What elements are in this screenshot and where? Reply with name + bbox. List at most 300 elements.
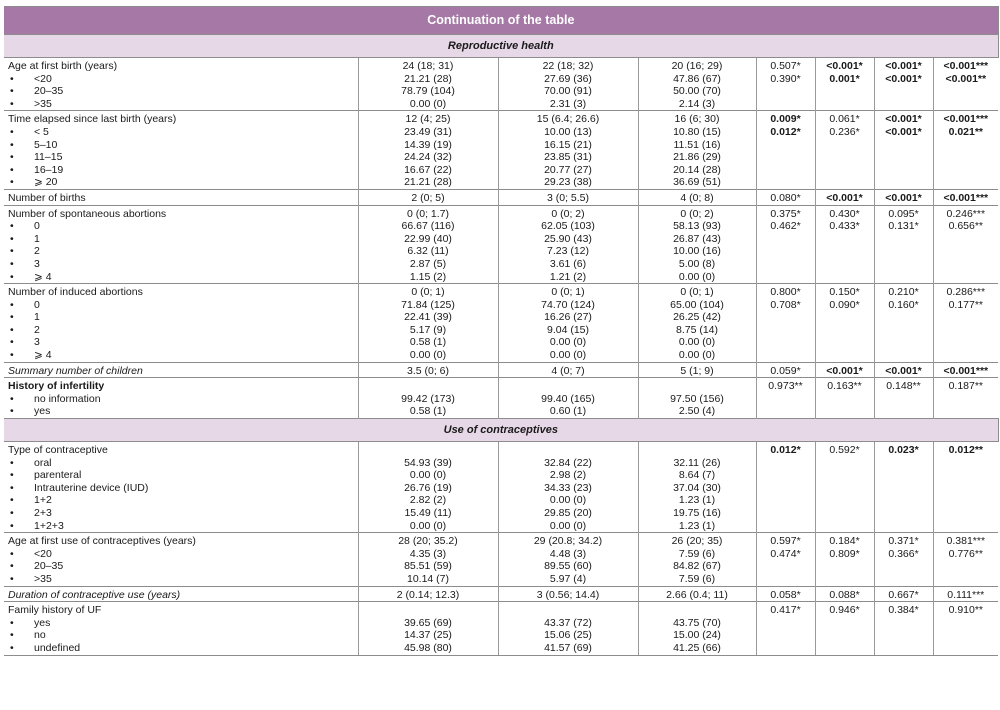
value-cell-3-line: 0 (0; 2)	[680, 207, 714, 220]
value-cell-2-line: 15 (6.4; 26.6)	[536, 113, 600, 126]
p-value-cell-2-line: 0.592*	[829, 444, 860, 457]
value-cell-3	[638, 205, 756, 284]
value-cell-2-line: 25.90 (43)	[544, 232, 592, 245]
value-cell-2-line: 70.00 (91)	[544, 85, 592, 98]
p-value-cell-3-line: 0.148**	[886, 380, 921, 393]
value-cell-1	[358, 58, 498, 111]
category-label	[8, 560, 354, 573]
category-label	[8, 617, 354, 630]
table-body	[4, 7, 998, 656]
value-cell-3-line: 8.75 (14)	[675, 323, 719, 336]
value-cell-2-line: 43.37 (72)	[544, 616, 592, 629]
p-value-cell-1-line: 0.080*	[770, 191, 801, 204]
p-value-cell-3-line: <0.001*	[885, 125, 922, 138]
value-cell-3-line: 21.86 (29)	[673, 151, 721, 164]
p-value-cell-1	[756, 378, 815, 419]
bullet: •	[10, 629, 14, 642]
value-cell-1-line: 54.93 (39)	[404, 456, 452, 469]
value-cell-1-line: 2 (0; 5)	[411, 191, 445, 204]
p-value-cell-4	[933, 533, 998, 586]
p-value-cell-1	[756, 189, 815, 205]
value-cell-3-line: 15.00 (24)	[673, 629, 721, 642]
value-cell-2-line: 3 (0.56; 14.4)	[536, 588, 600, 601]
value-cell-1-line	[363, 380, 494, 393]
p-value-cell-2	[815, 533, 874, 586]
value-cell-3-line: 5.00 (8)	[678, 257, 716, 270]
category-label	[8, 126, 354, 139]
p-value-cell-2-line: <0.001*	[826, 60, 863, 72]
variable-label-cell	[4, 362, 358, 378]
variable-label: History of infertility	[8, 380, 105, 393]
p-value-cell-2-line: 0.090*	[829, 298, 860, 311]
category-text: yes	[34, 405, 51, 418]
category-text: >35	[34, 97, 52, 110]
p-value-cell-1	[756, 586, 815, 602]
category-label	[8, 220, 354, 233]
value-cell-2	[498, 378, 638, 419]
value-cell-1-line: 1.15 (2)	[409, 270, 447, 283]
category-text: 16–19	[34, 163, 64, 176]
p-value-cell-4-line: 0.286***	[946, 286, 986, 299]
variable-label-cell	[4, 189, 358, 205]
value-cell-2-line	[503, 604, 634, 617]
value-cell-1-line: 15.49 (11)	[404, 507, 452, 519]
variable-label-cell	[4, 284, 358, 363]
p-value-cell-1	[756, 58, 815, 111]
p-value-cell-1-line: 0.507*	[770, 60, 801, 72]
category-text: <20	[34, 72, 52, 85]
value-cell-3-line: 26.25 (42)	[673, 311, 721, 324]
p-value-cell-2-line: <0.001*	[826, 191, 863, 204]
value-cell-1-line: 21.21 (28)	[404, 72, 452, 85]
value-cell-3-line: 8.64 (7)	[678, 469, 716, 482]
category-label	[8, 469, 354, 482]
value-cell-3-line: 20 (16; 29)	[671, 60, 723, 72]
value-cell-3-line: 50.00 (70)	[673, 85, 721, 98]
category-label	[8, 520, 354, 533]
value-cell-3	[638, 602, 756, 655]
value-cell-1-line: 0 (0; 1)	[411, 286, 445, 299]
section-heading: Reproductive health	[4, 35, 998, 58]
category-text: oral	[34, 456, 52, 469]
category-label	[8, 393, 354, 406]
p-value-cell-3-line: <0.001*	[885, 191, 922, 204]
value-cell-1-line: 28 (20; 35.2)	[398, 535, 458, 548]
p-value-cell-3-line: <0.001*	[885, 72, 922, 85]
value-cell-2-line: 4.48 (3)	[549, 547, 587, 560]
value-cell-3-line: 32.11 (26)	[673, 456, 721, 469]
p-value-cell-4	[933, 189, 998, 205]
category-label	[8, 176, 354, 189]
category-text: 3	[34, 336, 40, 349]
category-label	[8, 85, 354, 98]
p-value-cell-3	[874, 533, 933, 586]
variable-row	[4, 284, 998, 363]
value-cell-1-line: 16.67 (22)	[404, 163, 452, 176]
p-value-cell-1-line: 0.800*	[770, 286, 801, 299]
value-cell-1-line: 66.67 (116)	[401, 220, 455, 233]
value-cell-1-line: 22.41 (39)	[404, 311, 452, 324]
value-cell-2-line: 41.57 (69)	[544, 641, 592, 654]
variable-label: Number of births	[8, 191, 86, 204]
p-value-cell-2-line: 0.061*	[829, 113, 860, 126]
p-value-cell-3	[874, 362, 933, 378]
value-cell-2-line: 0.00 (0)	[549, 519, 587, 532]
p-value-cell-4	[933, 442, 998, 533]
p-value-cell-4	[933, 586, 998, 602]
value-cell-1-line: 24 (18; 31)	[402, 60, 454, 72]
category-label	[8, 494, 354, 507]
p-value-cell-1-line: 0.012*	[770, 125, 801, 138]
value-cell-3-line: 1.23 (1)	[678, 519, 716, 532]
value-cell-2-line: 0.00 (0)	[549, 336, 587, 349]
p-value-cell-3-line: 0.366*	[888, 547, 919, 560]
value-cell-3	[638, 362, 756, 378]
category-label	[8, 629, 354, 642]
value-cell-3-line: 2.50 (4)	[678, 405, 716, 418]
category-text: 2	[34, 323, 40, 336]
value-cell-1-line: 85.51 (59)	[404, 560, 452, 573]
value-cell-3-line: 0.00 (0)	[678, 336, 716, 349]
category-label	[8, 98, 354, 111]
bullet: •	[10, 232, 14, 245]
category-label	[8, 271, 354, 284]
p-value-cell-1-line: 0.474*	[770, 547, 801, 560]
category-text: 0	[34, 298, 40, 311]
p-value-cell-3-line: 0.371*	[888, 535, 919, 548]
value-cell-2-line: 22 (18; 32)	[542, 60, 594, 72]
variable-row	[4, 442, 998, 533]
value-cell-1	[358, 189, 498, 205]
bullet: •	[10, 481, 14, 494]
value-cell-1	[358, 442, 498, 533]
value-cell-1-line: 0.58 (1)	[409, 336, 447, 349]
value-cell-3-line: 0 (0; 1)	[680, 286, 714, 299]
value-cell-3	[638, 533, 756, 586]
value-cell-1-line: 6.32 (11)	[407, 245, 449, 258]
value-cell-1	[358, 362, 498, 378]
p-value-cell-4	[933, 58, 998, 111]
category-text: yes	[34, 616, 51, 629]
p-value-cell-2	[815, 205, 874, 284]
value-cell-3-line: 1.23 (1)	[678, 494, 716, 507]
bullet: •	[10, 616, 14, 629]
value-cell-2	[498, 362, 638, 378]
category-text: 11–15	[34, 151, 63, 164]
bullet: •	[10, 270, 14, 283]
p-value-cell-2	[815, 284, 874, 363]
value-cell-2-line: 16.26 (27)	[544, 311, 592, 324]
p-value-cell-4-line: 0.381***	[946, 535, 986, 548]
p-value-cell-4	[933, 111, 998, 190]
variable-label-cell	[4, 442, 358, 533]
variable-label: Age at first birth (years)	[8, 60, 118, 72]
bullet: •	[10, 494, 14, 507]
category-text: 1	[34, 232, 40, 245]
p-value-cell-3	[874, 205, 933, 284]
p-value-cell-1	[756, 205, 815, 284]
p-value-cell-2-line: 0.433*	[829, 220, 860, 233]
value-cell-3-line: 5 (1; 9)	[680, 364, 714, 377]
p-value-cell-2-line: <0.001*	[826, 364, 863, 377]
value-cell-2-line: 23.85 (31)	[544, 151, 592, 164]
value-cell-1-line: 26.76 (19)	[404, 481, 452, 494]
p-value-cell-3-line: 0.023*	[888, 444, 919, 457]
value-cell-3-line: 47.86 (67)	[673, 72, 721, 85]
category-text: 5–10	[34, 138, 58, 151]
bullet: •	[10, 560, 14, 573]
p-value-cell-1	[756, 602, 815, 655]
value-cell-1-line: 45.98 (80)	[404, 641, 452, 654]
value-cell-2-line: 32.84 (22)	[544, 456, 592, 469]
p-value-cell-3-line: 0.095*	[888, 207, 919, 220]
value-cell-1-line: 2.82 (2)	[409, 494, 447, 507]
value-cell-2-line: 2.98 (2)	[549, 469, 587, 482]
value-cell-3-line: 26 (20; 35)	[671, 535, 723, 548]
variable-label: Summary number of children	[8, 364, 143, 377]
p-value-cell-4	[933, 362, 998, 378]
value-cell-2-line: 0 (0; 2)	[551, 207, 585, 220]
category-label	[8, 573, 354, 586]
bullet: •	[10, 572, 14, 585]
value-cell-1-line: 23.49 (31)	[404, 125, 452, 138]
value-cell-3	[638, 111, 756, 190]
bullet: •	[10, 163, 14, 176]
category-text: 1+2	[34, 494, 52, 507]
value-cell-3-line	[643, 444, 752, 457]
value-cell-3-line: 7.59 (6)	[678, 547, 716, 560]
category-text: parenteral	[34, 469, 82, 482]
p-value-cell-4-line: 0.177**	[948, 298, 984, 311]
bullet: •	[10, 85, 14, 98]
value-cell-3-line: 97.50 (156)	[670, 392, 724, 405]
variable-label-cell	[4, 586, 358, 602]
category-label	[8, 324, 354, 337]
category-text: 2+3	[34, 507, 52, 519]
bullet: •	[10, 257, 14, 270]
p-value-cell-1	[756, 111, 815, 190]
variable-label: Duration of contraceptive use (years)	[8, 588, 181, 601]
value-cell-1-line: 21.21 (28)	[404, 176, 452, 189]
section-header-row	[4, 35, 998, 58]
bullet: •	[10, 349, 14, 362]
p-value-cell-4-line: <0.001***	[943, 60, 989, 72]
value-cell-2	[498, 111, 638, 190]
value-cell-1-line	[363, 604, 494, 617]
category-text: 1+2+3	[34, 519, 64, 532]
bullet: •	[10, 469, 14, 482]
value-cell-3-line: 43.75 (70)	[673, 616, 721, 629]
p-value-cell-3-line: 0.667*	[888, 588, 919, 601]
value-cell-1-line: 10.14 (7)	[406, 572, 450, 585]
bullet: •	[10, 456, 14, 469]
variable-label-cell	[4, 58, 358, 111]
variable-label: Time elapsed since last birth (years)	[8, 113, 177, 126]
p-value-cell-2-line: 0.184*	[829, 535, 860, 548]
p-value-cell-4-line: 0.187**	[948, 380, 984, 393]
value-cell-1-line: 2 (0.14; 12.3)	[396, 588, 460, 601]
p-value-cell-4-line: 0.111***	[947, 588, 985, 601]
value-cell-1	[358, 602, 498, 655]
category-label	[8, 73, 354, 86]
p-value-cell-3	[874, 602, 933, 655]
category-text: ⩾ 20	[34, 176, 58, 189]
value-cell-1-line: 12 (4; 25)	[405, 113, 451, 126]
category-label	[8, 548, 354, 561]
p-value-cell-3-line: <0.001*	[885, 60, 922, 72]
value-cell-3-line: 19.75 (16)	[673, 507, 721, 519]
value-cell-1-line: 99.42 (173)	[401, 392, 455, 405]
value-cell-2	[498, 205, 638, 284]
p-value-cell-2-line: 0.001*	[829, 72, 860, 85]
value-cell-2-line: 74.70 (124)	[541, 298, 595, 311]
continuation-table	[4, 6, 999, 656]
category-label	[8, 349, 354, 362]
category-text: Intrauterine device (IUD)	[34, 481, 149, 494]
value-cell-3-line: 26.87 (43)	[673, 232, 721, 245]
value-cell-3-line: 16 (6; 30)	[674, 113, 720, 126]
variable-label-cell	[4, 378, 358, 419]
p-value-cell-2	[815, 602, 874, 655]
value-cell-3	[638, 378, 756, 419]
value-cell-2-line: 62.05 (103)	[541, 220, 595, 233]
bullet: •	[10, 323, 14, 336]
value-cell-1-line: 22.99 (40)	[404, 232, 452, 245]
category-text: < 5	[34, 125, 49, 138]
value-cell-3-line: 0.00 (0)	[678, 270, 716, 283]
category-text: 1	[34, 311, 40, 324]
p-value-cell-4-line: 0.776**	[948, 547, 984, 560]
p-value-cell-3-line: <0.001*	[885, 364, 922, 377]
value-cell-2-line: 10.00 (13)	[544, 125, 592, 138]
value-cell-1-line: 14.39 (19)	[404, 138, 452, 151]
p-value-cell-2	[815, 111, 874, 190]
category-text: ⩾ 4	[34, 270, 52, 283]
p-value-cell-1-line: 0.462*	[770, 220, 801, 233]
category-text: 2	[34, 245, 40, 258]
value-cell-3	[638, 189, 756, 205]
p-value-cell-4-line: 0.656**	[948, 220, 984, 233]
bullet: •	[10, 245, 14, 258]
value-cell-1	[358, 533, 498, 586]
value-cell-2	[498, 58, 638, 111]
value-cell-3	[638, 442, 756, 533]
variable-row	[4, 111, 998, 190]
value-cell-3-line: 65.00 (104)	[670, 298, 724, 311]
value-cell-2-line: 27.69 (36)	[544, 72, 592, 85]
section-heading: Use of contraceptives	[4, 419, 998, 442]
value-cell-2-line: 0.60 (1)	[549, 405, 587, 418]
value-cell-3	[638, 58, 756, 111]
bullet: •	[10, 220, 14, 233]
category-text: 0	[34, 220, 40, 233]
p-value-cell-4-line: <0.001***	[943, 113, 989, 126]
p-value-cell-2-line: 0.809*	[829, 547, 860, 560]
p-value-cell-2-line: 0.150*	[829, 286, 860, 299]
p-value-cell-4	[933, 284, 998, 363]
category-text: >35	[34, 572, 52, 585]
p-value-cell-4	[933, 378, 998, 419]
table-title: Continuation of the table	[4, 7, 998, 35]
value-cell-3-line: 2.14 (3)	[678, 97, 716, 110]
variable-row	[4, 533, 998, 586]
p-value-cell-2	[815, 586, 874, 602]
value-cell-1-line: 0.00 (0)	[409, 97, 447, 110]
variable-label: Family history of UF	[8, 604, 102, 617]
value-cell-2-line: 34.33 (23)	[544, 481, 592, 494]
p-value-cell-3	[874, 284, 933, 363]
p-value-cell-4-line: 0.021**	[948, 125, 984, 138]
p-value-cell-2	[815, 378, 874, 419]
category-label	[8, 299, 354, 312]
value-cell-1-line: 39.65 (69)	[404, 616, 452, 629]
value-cell-3-line: 2.66 (0.4; 11)	[666, 588, 728, 601]
p-value-cell-2-line: 0.430*	[829, 207, 860, 220]
bullet: •	[10, 336, 14, 349]
category-label	[8, 405, 354, 418]
value-cell-2	[498, 602, 638, 655]
value-cell-1-line: 3.5 (0; 6)	[406, 364, 450, 377]
p-value-cell-1-line: 0.012*	[770, 444, 801, 457]
category-text: no information	[34, 392, 101, 405]
value-cell-1-line: 14.37 (25)	[404, 629, 452, 642]
category-label	[8, 151, 354, 164]
p-value-cell-4	[933, 205, 998, 284]
bullet: •	[10, 176, 14, 189]
p-value-cell-1-line: 0.058*	[770, 588, 801, 601]
value-cell-3-line: 4 (0; 8)	[680, 191, 714, 204]
variable-row	[4, 58, 998, 111]
p-value-cell-1-line: 0.375*	[770, 207, 801, 220]
value-cell-3-line: 20.14 (28)	[673, 163, 721, 176]
bullet: •	[10, 125, 14, 138]
p-value-cell-4-line: 0.910**	[948, 604, 984, 617]
p-value-cell-1-line: 0.059*	[770, 364, 801, 377]
value-cell-2	[498, 586, 638, 602]
value-cell-2-line: 3 (0; 5.5)	[546, 191, 590, 204]
p-value-cell-2	[815, 58, 874, 111]
p-value-cell-3-line: 0.210*	[888, 286, 919, 299]
category-label	[8, 233, 354, 246]
variable-label-cell	[4, 111, 358, 190]
p-value-cell-2-line: 0.946*	[829, 604, 860, 617]
p-value-cell-4-line: <0.001**	[945, 72, 987, 85]
variable-row	[4, 189, 998, 205]
value-cell-1-line: 24.24 (32)	[404, 151, 452, 164]
value-cell-2-line: 5.97 (4)	[549, 572, 587, 585]
value-cell-3	[638, 284, 756, 363]
value-cell-1-line: 71.84 (125)	[401, 298, 455, 311]
value-cell-2-line: 15.06 (25)	[544, 629, 592, 642]
bullet: •	[10, 298, 14, 311]
p-value-cell-1	[756, 533, 815, 586]
p-value-cell-4-line: 0.012**	[948, 444, 984, 457]
value-cell-1-line: 0.00 (0)	[409, 519, 447, 532]
variable-row	[4, 586, 998, 602]
value-cell-1	[358, 586, 498, 602]
bullet: •	[10, 519, 14, 532]
value-cell-2-line: 0.00 (0)	[549, 349, 587, 362]
bullet: •	[10, 72, 14, 85]
value-cell-3-line: 10.00 (16)	[673, 245, 721, 258]
category-label	[8, 245, 354, 258]
p-value-cell-3	[874, 58, 933, 111]
bullet: •	[10, 97, 14, 110]
variable-label: Age at first use of contraceptives (years)	[8, 535, 196, 548]
variable-label: Type of contraceptive	[8, 444, 108, 457]
p-value-cell-3-line: 0.131*	[888, 220, 919, 233]
value-cell-2-line: 20.77 (27)	[544, 163, 592, 176]
